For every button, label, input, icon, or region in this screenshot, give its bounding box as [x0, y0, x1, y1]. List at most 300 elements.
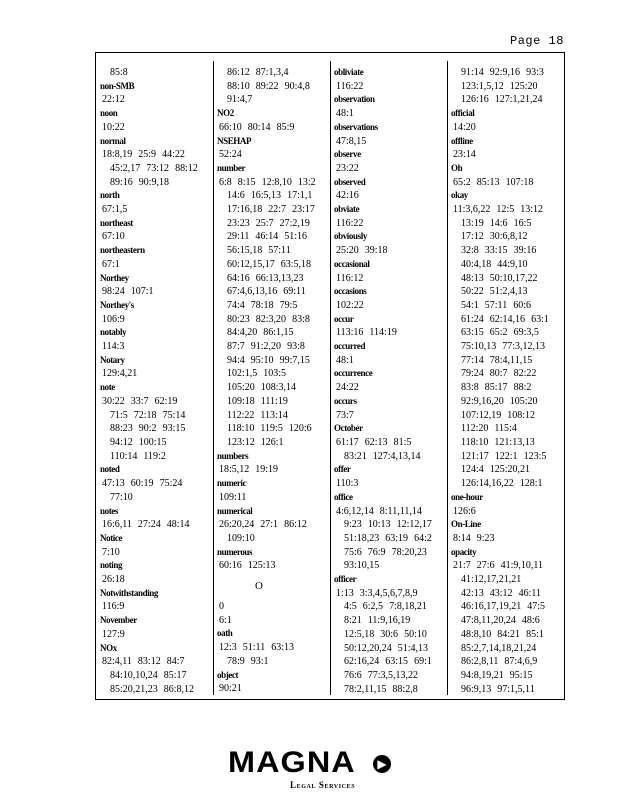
page-line-citation: 57:11: [484, 299, 508, 311]
page-line-citation: 62:16,24: [344, 656, 380, 668]
index-term: normal: [100, 134, 126, 146]
page-line-refs: [451, 285, 563, 299]
index-term: offer: [334, 463, 351, 475]
page-line-citation: 23:17: [292, 204, 315, 216]
page-line-citation: 23:23: [227, 217, 250, 229]
page-line-citation: 62:13: [364, 436, 388, 448]
index-term: northeast: [100, 217, 133, 229]
page-line-citation: 125:20,21: [489, 464, 531, 476]
page-line-citation: 48:8,10: [461, 628, 492, 640]
page-line-citation: 119:5: [260, 423, 283, 435]
page-line-citation: 86:1,15: [263, 327, 294, 339]
page-line-refs: [451, 395, 563, 409]
page-line-citation: 123:1,5,12: [461, 80, 504, 92]
page-line-citation: 17:1,1: [287, 190, 313, 202]
page-line-citation: 80:14: [247, 121, 271, 133]
page-line-citation: 105:20: [509, 395, 538, 407]
page-line-citation: 87:4,6,9: [504, 656, 538, 668]
page-line-refs: [217, 682, 329, 696]
page-line-citation: 107:1: [130, 286, 154, 298]
page-line-citation: 94:8,19,21: [461, 669, 504, 681]
page-line-refs: [334, 587, 446, 601]
page-line-citation: 48:14: [166, 519, 190, 531]
page-line-citation: 75:14: [162, 409, 186, 421]
page-line-citation: 90:2: [138, 423, 157, 435]
page-line-citation: 12:12,17: [396, 519, 432, 531]
page-line-citation: 61:17: [336, 436, 359, 448]
page-line-refs: [100, 628, 212, 642]
page-line-citation: 33:7: [130, 395, 149, 407]
index-term: number: [217, 162, 246, 174]
page-line-citation: 82:3,20: [255, 313, 287, 325]
page-line-citation: 89:22: [255, 80, 279, 92]
page-line-citation: 44:22: [162, 149, 185, 161]
page-line-citation: 77:3,5,13,22: [367, 669, 419, 681]
section-letter: O: [255, 580, 263, 593]
page-line-citation: 13:19: [461, 217, 484, 229]
page-line-citation: 91:2,20: [250, 341, 282, 353]
page-line-citation: 14:6: [489, 217, 508, 229]
page-line-citation: 85:13: [476, 176, 500, 188]
page-line-refs: [217, 285, 329, 299]
page-line-citation: 107:18: [505, 176, 534, 188]
page-line-refs: [451, 258, 563, 272]
page-line-citation: 46:11: [518, 587, 541, 599]
page-line-refs: [100, 258, 212, 272]
page-line-citation: 114:19: [369, 327, 397, 339]
index-term: occasional: [334, 258, 370, 270]
page-line-citation: 8:11,11,14: [379, 505, 422, 517]
page-line-citation: 48:1: [336, 354, 354, 366]
page-line-refs: [451, 669, 563, 683]
logo-wordmark: MAGNA: [228, 746, 356, 779]
page-line-citation: 76:6: [344, 669, 362, 681]
page-line-refs: [100, 600, 212, 614]
page-line-citation: 16:5,13: [250, 190, 282, 202]
page-number: Page 18: [510, 34, 564, 48]
page-line-refs: [334, 518, 446, 532]
page-line-refs: [451, 477, 563, 491]
page-line-citation: 48:6: [521, 615, 540, 627]
page-line-citation: 126:1: [260, 436, 284, 448]
page-line-refs: [451, 409, 563, 423]
page-line-citation: 86:12: [227, 67, 250, 78]
page-line-refs: [100, 66, 212, 80]
page-line-refs: [334, 655, 446, 669]
page-line-citation: 116:22: [336, 80, 364, 92]
page-line-refs: [217, 532, 329, 546]
page-line-citation: 18:8,19: [102, 149, 133, 161]
page-line-refs: [100, 230, 212, 244]
page-line-citation: 8:14: [453, 532, 471, 544]
index-term: note: [100, 381, 115, 393]
page-line-citation: 82:22: [513, 368, 537, 380]
page-line-citation: 109:10: [227, 532, 255, 544]
page-line-citation: 93:1: [250, 655, 269, 667]
page-line-refs: [217, 299, 329, 313]
page-line-citation: 75:6: [344, 546, 362, 558]
page-line-citation: 106:9: [102, 313, 125, 325]
index-term: observed: [334, 176, 366, 188]
page-line-refs: [334, 600, 446, 614]
page-line-refs: [334, 614, 446, 628]
page-line-refs: [334, 505, 446, 519]
index-term: numerical: [217, 504, 253, 516]
page-line-refs: [451, 217, 563, 231]
page-line-refs: [100, 176, 212, 190]
arrow-circle-icon: ▶: [373, 755, 391, 773]
page-line-citation: 126:16: [461, 94, 489, 106]
page-line-refs: [451, 367, 563, 381]
page-line-citation: 84:4,20: [227, 327, 258, 339]
page-line-citation: 8:21: [344, 615, 362, 627]
page-line-refs: [451, 642, 563, 656]
index-term: opacity: [451, 546, 477, 558]
page-line-refs: [100, 573, 212, 587]
page-line-citation: 14:6: [227, 190, 245, 202]
page-line-citation: 78:18: [250, 299, 274, 311]
page-line-refs: [217, 93, 329, 107]
page-line-citation: 86:12: [284, 519, 307, 531]
page-line-citation: 77:3,12,13: [502, 341, 546, 353]
page-line-refs: [217, 340, 329, 354]
page-line-citation: 14:20: [453, 121, 476, 133]
page-line-refs: [451, 587, 563, 601]
page-line-citation: 85:2,7,14,18,21,24: [461, 642, 537, 654]
page-line-refs: [217, 491, 329, 505]
index-term: NSEHAP: [217, 134, 252, 146]
page-line-refs: [334, 628, 446, 642]
page-line-citation: 120:6: [288, 423, 312, 435]
page-line-citation: 63:1: [531, 313, 549, 325]
page-line-refs: [217, 66, 329, 80]
page-line-citation: 26:20,24: [219, 519, 255, 531]
page-line-citation: 121:17: [461, 450, 489, 462]
page-line-citation: 12:3: [219, 642, 237, 654]
page-line-citation: 96:9,13: [461, 683, 492, 695]
page-line-citation: 95:15: [509, 669, 533, 681]
page-line-citation: 93:8: [287, 341, 305, 353]
page-line-citation: 63:5,18: [280, 258, 312, 270]
page-line-citation: 92:9,16,20: [461, 395, 504, 407]
page-line-citation: 102:1,5: [227, 368, 258, 380]
index-term: occur: [334, 313, 354, 325]
page-line-citation: 46:14: [255, 231, 279, 243]
index-term: On-Line: [451, 518, 481, 530]
index-term: okay: [451, 189, 468, 201]
index-term: NO2: [217, 107, 234, 119]
page-line-citation: 19:19: [255, 464, 279, 476]
page-line-citation: 52:24: [219, 149, 242, 161]
magna-logo: [228, 748, 398, 794]
page-line-citation: 62:14,16: [489, 313, 526, 325]
page-line-citation: 9:23: [344, 519, 362, 531]
page-line-refs: [451, 628, 563, 642]
page-line-refs: [100, 655, 212, 669]
page-line-citation: 118:10: [461, 436, 489, 448]
page-line-citation: 22:12: [102, 94, 125, 106]
page-line-citation: 112:20: [461, 423, 489, 435]
page-line-citation: 78:4,11,15: [489, 354, 533, 366]
page-line-citation: 93:15: [162, 423, 186, 435]
page-line-citation: 63:15: [461, 327, 484, 339]
index-term: officer: [334, 573, 357, 585]
page-line-citation: 48:1: [336, 108, 354, 120]
page-line-citation: 27:24: [137, 519, 161, 531]
page-line-citation: 23:22: [336, 162, 359, 174]
page-line-citation: 122:1: [494, 450, 518, 462]
page-line-citation: 73:12: [146, 162, 170, 174]
page-line-citation: 21:7: [453, 560, 471, 572]
page-line-citation: 60:6: [513, 299, 531, 311]
page-line-refs: [451, 244, 563, 258]
page-line-citation: 73:7: [336, 409, 354, 421]
page-line-citation: 91:14: [461, 67, 484, 78]
page-line-citation: 51:16: [284, 231, 307, 243]
page-line-citation: 63:19: [385, 532, 409, 544]
index-term: noting: [100, 559, 123, 571]
page-line-citation: 63:15: [385, 656, 409, 668]
index-term: northeastern: [100, 244, 145, 256]
page-line-citation: 39:16: [513, 245, 537, 257]
page-line-refs: [100, 148, 212, 162]
page-line-citation: 45:2,17: [110, 162, 141, 174]
page-line-citation: 66:13,13,23: [255, 272, 304, 284]
index-term: noon: [100, 107, 118, 119]
index-column-4: [451, 66, 563, 698]
page-line-citation: 85:17: [484, 382, 508, 394]
page-line-refs: [451, 313, 563, 327]
page-line-refs: [217, 463, 329, 477]
page-line-citation: 51:18,23: [344, 532, 380, 544]
page-line-citation: 78:20,23: [391, 546, 427, 558]
page-line-citation: 51:2,4,13: [489, 286, 528, 298]
page-line-citation: 126:14,16,22: [461, 478, 514, 490]
page-line-citation: 46:16,17,19,21: [461, 601, 522, 613]
page-line-refs: [334, 244, 446, 258]
index-term: Notary: [100, 354, 125, 366]
page-line-citation: 110:3: [336, 478, 359, 490]
page-line-refs: [217, 244, 329, 258]
page-line-citation: 100:15: [138, 436, 167, 448]
page-line-refs: [217, 436, 329, 450]
page-line-refs: [451, 299, 563, 313]
page-line-citation: 8:15: [237, 176, 256, 188]
page-line-citation: 47:13: [102, 478, 125, 490]
page-line-citation: 10:22: [102, 121, 125, 133]
page-line-citation: 65:2: [453, 176, 471, 188]
page-line-refs: [334, 189, 446, 203]
page-line-refs: [334, 162, 446, 176]
page-line-refs: [100, 683, 212, 697]
page-line-citation: 86:8,12: [163, 683, 195, 695]
page-line-refs: [217, 655, 329, 669]
index-term: observation: [334, 93, 375, 105]
page-line-citation: 85:8: [110, 67, 128, 78]
page-line-refs: [217, 422, 329, 436]
index-term: Northey's: [100, 299, 134, 311]
page-line-refs: [217, 217, 329, 231]
page-line-citation: 85:20,21,23: [110, 683, 158, 695]
index-term: object: [217, 668, 239, 680]
page-line-citation: 105:20: [227, 382, 255, 394]
page-line-refs: [334, 669, 446, 683]
page-line-refs: [451, 381, 563, 395]
page-line-refs: [451, 532, 563, 546]
page-line-citation: 13:2: [297, 176, 316, 188]
page-line-refs: [451, 148, 563, 162]
page-line-refs: [334, 436, 446, 450]
index-column-2: [217, 66, 329, 698]
index-column-3: [334, 66, 446, 698]
index-term: oath: [217, 627, 233, 639]
index-term: offline: [451, 134, 473, 146]
page-line-citation: 113:14: [260, 409, 288, 421]
page-line-citation: 103:5: [263, 368, 287, 380]
index-term: occurrence: [334, 367, 373, 379]
page-line-refs: [451, 230, 563, 244]
page-line-citation: 83:8: [292, 313, 310, 325]
index-term: non-SMB: [100, 80, 135, 92]
page-line-refs: [100, 121, 212, 135]
page-line-citation: 7:8,18,21: [389, 601, 427, 613]
page-line-refs: [451, 93, 563, 107]
page-line-citation: 47:5: [527, 601, 546, 613]
page-line-citation: 125:20: [509, 80, 538, 92]
page-line-citation: 41:9,10,11: [500, 560, 543, 572]
page-line-citation: 7:10: [102, 546, 120, 558]
page-line-refs: [334, 477, 446, 491]
page-line-refs: [451, 203, 563, 217]
index-term: obviously: [334, 230, 367, 242]
page-line-refs: [100, 313, 212, 327]
page-line-citation: 88:2: [513, 382, 532, 394]
page-line-citation: 85:1: [526, 628, 544, 640]
page-line-citation: 75:24: [159, 478, 183, 490]
index-term: notes: [100, 504, 118, 516]
page-line-refs: [217, 230, 329, 244]
index-term: occurred: [334, 340, 366, 352]
page-line-citation: 116:9: [102, 601, 125, 613]
page-line-refs: [451, 121, 563, 135]
page-line-citation: 125:13: [247, 560, 276, 572]
index-term: office: [334, 491, 353, 503]
page-line-citation: 6:1: [219, 614, 232, 626]
page-line-citation: 79:5: [279, 299, 298, 311]
page-line-citation: 18:5,12: [219, 464, 250, 476]
page-line-citation: 12:5: [496, 204, 515, 216]
page-line-refs: [217, 354, 329, 368]
page-line-citation: 85:9: [276, 121, 295, 133]
index-term: one-hour: [451, 491, 483, 503]
page-line-refs: [334, 532, 446, 546]
page-line-citation: 119:2: [143, 450, 166, 462]
page-line-refs: [100, 340, 212, 354]
page-line-refs: [451, 559, 563, 573]
page-line-refs: [334, 683, 446, 697]
page-line-refs: [451, 505, 563, 519]
index-term: 0: [219, 601, 224, 613]
page-line-citation: 74:4: [227, 299, 245, 311]
page-line-citation: 114:3: [102, 341, 125, 353]
page-line-refs: [451, 655, 563, 669]
page-line-refs: [334, 409, 446, 423]
page-line-citation: 25:20: [336, 245, 359, 257]
page-line-citation: 50:22: [461, 286, 484, 298]
page-line-refs: [334, 272, 446, 286]
page-line-citation: 16:6,11: [102, 519, 132, 531]
page-line-citation: 62:19: [154, 395, 178, 407]
index-term: official: [451, 107, 475, 119]
page-line-citation: 42:13: [461, 587, 484, 599]
page-line-citation: 23:14: [453, 149, 476, 161]
page-line-citation: 50:10: [404, 628, 427, 640]
page-line-citation: 121:13,13: [494, 436, 535, 448]
page-line-citation: 69:11: [283, 286, 306, 298]
page-line-citation: 26:18: [102, 574, 125, 586]
page-line-citation: 77:10: [110, 491, 133, 503]
page-line-citation: 67:1: [102, 258, 120, 270]
page-line-refs: [217, 121, 329, 135]
page-line-citation: 109:18: [227, 395, 255, 407]
page-line-citation: 118:10: [227, 423, 255, 435]
page-line-refs: [217, 367, 329, 381]
index-term: numerous: [217, 546, 253, 558]
index-term: numeric: [217, 477, 247, 489]
index-term: numbers: [217, 450, 249, 462]
page-line-citation: 4:5: [344, 601, 357, 613]
page-line-citation: 115:4: [494, 423, 517, 435]
page-line-citation: 71:5: [110, 409, 128, 421]
page-line-citation: 108:12: [507, 409, 536, 421]
page-line-citation: 9:23: [476, 532, 495, 544]
page-line-citation: 127:1,21,24: [494, 94, 543, 106]
page-line-citation: 90:21: [219, 683, 242, 695]
index-term: occasions: [334, 285, 367, 297]
page-line-citation: 83:12: [137, 656, 161, 668]
page-line-citation: 32:8: [461, 245, 479, 257]
page-line-citation: 93:3: [526, 67, 544, 78]
page-line-refs: [451, 340, 563, 354]
page-line-citation: 51:11: [242, 642, 266, 654]
page-line-citation: 17:16,18: [227, 204, 263, 216]
page-line-citation: 80:7: [489, 368, 508, 380]
page-line-refs: [217, 518, 329, 532]
page-line-citation: 72:18: [133, 409, 157, 421]
column-divider: [213, 61, 214, 695]
page-line-refs: [451, 422, 563, 436]
page-line-citation: 99:7,15: [279, 354, 310, 366]
page-line-citation: 113:16: [336, 327, 364, 339]
page-line-citation: 67:4,6,13,16: [227, 286, 278, 298]
page-line-citation: 85:17: [163, 669, 187, 681]
page-line-citation: 84:21: [497, 628, 521, 640]
page-line-citation: 30:6,8,12: [489, 231, 528, 243]
page-line-citation: 77:14: [461, 354, 484, 366]
index-term: observe: [334, 148, 361, 160]
page-line-citation: 75:10,13: [461, 341, 497, 353]
page-line-refs: [100, 477, 212, 491]
page-line-citation: 4:6,12,14: [336, 505, 374, 517]
page-line-refs: [100, 285, 212, 299]
page-line-refs: [100, 162, 212, 176]
page-line-citation: 84:10,10,24: [110, 669, 158, 681]
page-line-citation: 27:1: [260, 519, 279, 531]
page-line-refs: [217, 203, 329, 217]
page-line-citation: 11:9,16,19: [367, 615, 411, 627]
page-line-citation: 94:12: [110, 436, 133, 448]
page-line-citation: 11:3,6,22: [453, 204, 491, 216]
